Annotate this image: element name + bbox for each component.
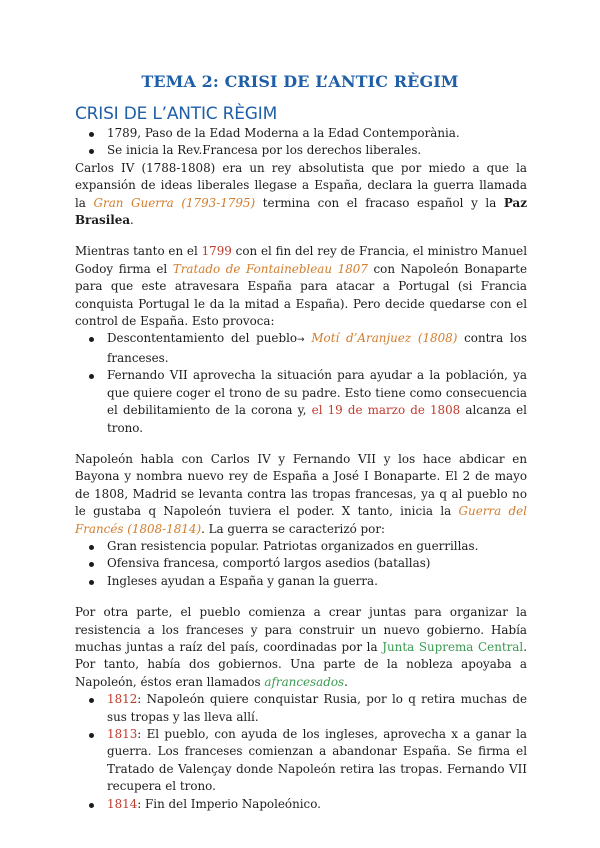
timeline-year: 1814: [107, 796, 138, 811]
document-title: TEMA 2: CRISI DE L’ANTIC RÈGIM: [141, 72, 459, 91]
tratado-fontainebleau-term: Tratado de Fontainebleau 1807: [172, 261, 368, 276]
paz-brasilea-term: Paz Brasilea: [75, 195, 528, 228]
list-item: 1813: El pueblo, con ayuda de los ingleses, aprovecha x a ganar la guerra. Los franceses comienzan a abandonar España. Se firma el Tratado de Valençay donde Napoleón retira las tropas. Fernando VII recupera el trono.: [75, 726, 527, 796]
list-item: Gran resistencia popular. Patriotas organizados en guerrillas.: [75, 538, 527, 555]
list-item: 1814: Fin del Imperio Napoleónico.: [75, 796, 527, 813]
timeline-year: 1812: [107, 692, 138, 707]
paragraph-bayona: Napoleón habla con Carlos IV y Fernando VII y los hace abdicar en Bayona y nombra nuevo rey de España a José I Bonaparte. El 2 de mayo de 1808, Madrid se levanta contra las tropas francesas, ya q al pueblo no le gustaba q Napoleón tuviera el poder. X tanto, inicia la Guerra del Francés (1808-1814). La guerra se caracterizó por:: [75, 451, 527, 536]
afrancesados-term: afrancesados: [264, 674, 345, 689]
list-item: Ofensiva francesa, comportó largos asedios (batallas): [75, 555, 527, 572]
war-characteristics-list: [75, 538, 527, 590]
section-heading: CRISI DE L’ANTIC RÈGIM: [75, 104, 278, 124]
arrow-icon: →: [297, 335, 305, 346]
timeline-year: 1813: [107, 727, 138, 741]
list-item: Se inicia la Rev.Francesa por los derechos liberales.: [75, 142, 527, 159]
list-item: Descontentamiento del pueblo→ Motí d’Aranjuez (1808) contra los franceses.: [75, 330, 527, 367]
junta-suprema-term: Junta Suprema Central: [382, 639, 524, 654]
list-item: 1812: Napoleón quiere conquistar Rusia, por lo q retira muchas de sus tropas y las lleva allí.: [75, 691, 527, 726]
list-item: Fernando VII aprovecha la situación para ayudar a la población, ya que quiere coger el trono de su padre. Esto tiene como consecuencia el debilitamiento de la corona y, el 19 de marzo de 1808 alcanza el trono.: [75, 367, 527, 437]
date-19-marzo-1808: el 19 de marzo de 1808: [311, 403, 461, 418]
paragraph-juntas: Por otra parte, el pueblo comienza a crear juntas para organizar la resistencia a los franceses y para construir un nuevo gobierno. Había muchas juntas a raíz del país, coordinadas por la Junta Suprema Central. Por tanto, había dos gobiernos. Una parte de la nobleza apoyaba a Napoleón, éstos eran llamados afrancesados.: [75, 605, 527, 689]
intro-bullet-list: [75, 125, 527, 160]
guerra-frances-term: Guerra del Francés (1808-1814): [75, 504, 527, 536]
timeline-list: [75, 691, 527, 813]
document-body: [75, 103, 527, 813]
list-item: 1789, Paso de la Edad Moderna a la Edad Contemporània.: [75, 125, 527, 142]
consequences-bullet-list: [75, 330, 527, 436]
motin-aranjuez-term: Motí d’Aranjuez (1808): [311, 331, 458, 346]
gran-guerra-term: Gran Guerra (1793-1795): [93, 195, 256, 210]
list-item: Ingleses ayudan a España y ganan la guerra.: [75, 573, 527, 590]
paragraph-carlos-iv: Carlos IV (1788-1808) era un rey absolutista que por miedo a que la expansión de ideas liberales llegase a España, declara la guerra llamada la Gran Guerra (1793-1795) termina con el fracaso español y la Paz Brasilea.: [75, 160, 528, 228]
year-1799: 1799: [201, 244, 232, 259]
paragraph-godoy: Mientras tanto en el 1799 con el fin del rey de Francia, el ministro Manuel Godoy firma el Tratado de Fontainebleau 1807 con Napoleón Bonaparte para que este atravesara España para atacar a Portugal (si Francia conquista Portugal le da la mitad a España). Pero decide quedarse con el control de España. Esto provoca:: [75, 244, 527, 329]
